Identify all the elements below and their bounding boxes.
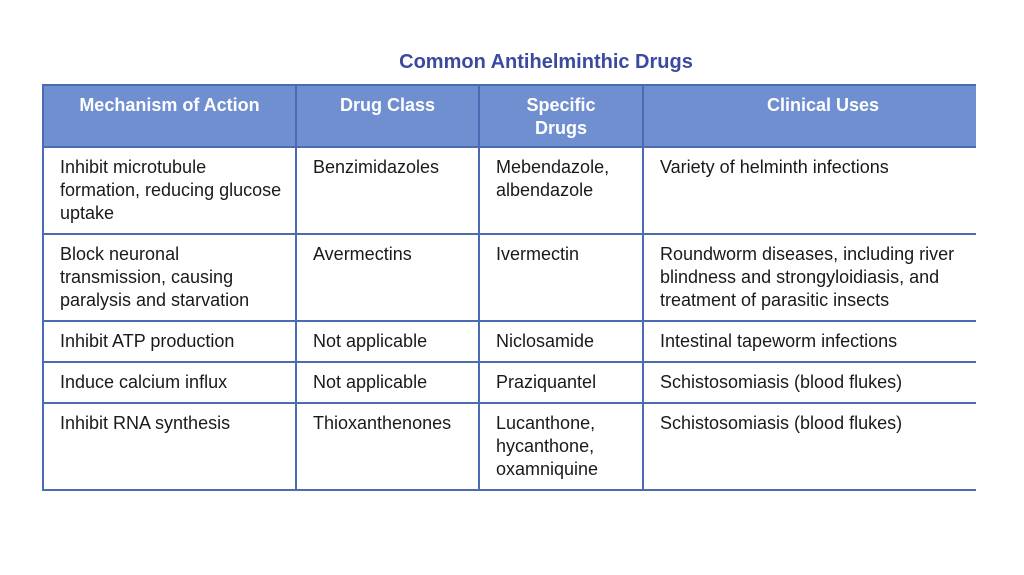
cell-clinical-uses: Schistosomiasis (blood flukes) — [643, 362, 1003, 403]
cell-clinical-uses: Intestinal tapeworm infections — [643, 321, 1003, 362]
cell-mechanism: Inhibit ATP production — [43, 321, 296, 362]
cell-drug-class: Not applicable — [296, 362, 479, 403]
antihelminthic-table — [42, 84, 1004, 491]
right-edge-mask — [976, 80, 1024, 500]
header-specific-drugs — [479, 85, 643, 147]
cell-drug-class: Thioxanthenones — [296, 403, 479, 490]
table-title: Common Antihelminthic Drugs — [399, 51, 693, 73]
table-row — [43, 403, 1003, 490]
cell-specific-drugs: Ivermectin — [479, 234, 643, 321]
table-row — [43, 321, 1003, 362]
cell-drug-class: Benzimidazoles — [296, 147, 479, 234]
cell-specific-drugs: Praziquantel — [479, 362, 643, 403]
cell-clinical-uses: Roundworm diseases, including river blindness and strongyloidiasis, and treatment of parasitic insects — [643, 234, 1003, 321]
cell-mechanism: Induce calcium influx — [43, 362, 296, 403]
cell-clinical-uses: Variety of helminth infections — [643, 147, 1003, 234]
cell-drug-class: Not applicable — [296, 321, 479, 362]
cell-mechanism: Inhibit RNA synthesis — [43, 403, 296, 490]
cell-specific-drugs: Lucanthone, hycanthone, oxamniquine — [479, 403, 643, 490]
cell-mechanism: Inhibit microtubule formation, reducing glucose uptake — [43, 147, 296, 234]
cell-mechanism: Block neuronal transmission, causing paralysis and starvation — [43, 234, 296, 321]
cell-clinical-uses: Schistosomiasis (blood flukes) — [643, 403, 1003, 490]
cell-specific-drugs: Mebendazole, albendazole — [479, 147, 643, 234]
header-clinical-uses: Clinical Uses — [643, 85, 1003, 147]
header-row — [43, 85, 1003, 147]
header-specific-line1: Specific — [526, 95, 596, 115]
header-mechanism: Mechanism of Action — [43, 85, 296, 147]
header-drug-class: Drug Class — [296, 85, 479, 147]
table-row — [43, 147, 1003, 234]
cell-drug-class: Avermectins — [296, 234, 479, 321]
table-row — [43, 362, 1003, 403]
table-row — [43, 234, 1003, 321]
header-specific-line2: Drugs — [534, 118, 587, 138]
cell-specific-drugs: Niclosamide — [479, 321, 643, 362]
